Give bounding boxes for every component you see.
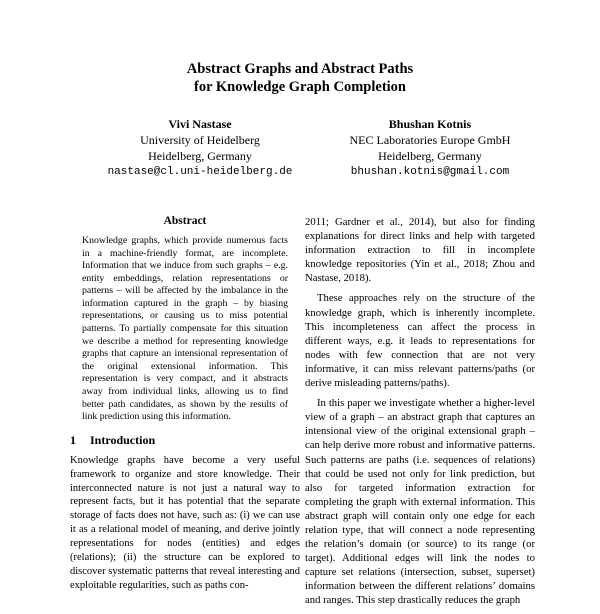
- author-email[interactable]: nastase@cl.uni-heidelberg.de: [107, 166, 293, 178]
- author-block-1: [70, 116, 330, 180]
- left-column: [70, 215, 300, 599]
- author-location: Heidelberg, Germany: [148, 149, 252, 163]
- body-paragraph-2: These approaches rely on the structure of the knowledge graph, which is inherently incomplete. This incompleteness can affect the process in different ways, e.g. it leads to representations for nodes with few connection that are not very informative, it can miss relevant patterns/paths (or derive misleading patterns/paths).: [305, 292, 535, 390]
- abstract-heading: Abstract: [163, 215, 207, 227]
- section-number: 1: [70, 432, 76, 447]
- abstract-text: Knowledge graphs, which provide numerous facts in a machine-friendly format, are incomplete. Information that we induce from such graphs – e.g. entity embeddings, relation representations or patterns – will be affected by the imbalance in the information captured in the graph – by biasing representations, or causing us to miss potential patterns. To partially compensate for this situation we describe a method for representing knowledge graphs that capture an intensional representation of the original extensional information. This representation is very compact, and it abstracts away from individual links, allowing us to find better path candidates, as shown by the results of link prediction using this information.: [82, 234, 288, 423]
- body-paragraph-1: 2011; Gardner et al., 2014), but also for finding explanations for direct links and help with targeted information extraction to fill in incomplete knowledge repositories (Yin et al., 2018; Zhou and Nastase, 2018).: [305, 216, 535, 285]
- title-line-1: Abstract Graphs and Abstract Paths: [186, 61, 414, 77]
- author-email[interactable]: bhushan.kotnis@gmail.com: [350, 166, 510, 178]
- intro-paragraph-1: Knowledge graphs have become a very useful framework to organize and store knowledge. Their interconnected nature is not just a natural way to represent facts, but it has potential that the separate storage of facts does not have, such as: (i) we can use it as a relational model of meaning, and derive jointly representations for nodes (entities) and edges (relations); (ii) the structure can be explored to discover systematic patterns that reveal interesting and exploitable regularities, such as paths con-: [70, 454, 300, 591]
- author-name: Vivi Nastase: [168, 117, 232, 131]
- body-paragraph-3: In this paper we investigate whether a higher-level view of a graph – an abstract graph that captures an intensional view of the original extensional graph – can help derive more robust and informative patterns. Such patterns are paths (i.e. sequences of relations) that could be used not only for link prediction, but also for targeted information extraction for completing the graph with external information. This abstract graph will contain only one edge for each relation type, that will connect a node representing the relation’s domain (or source) to its range (or target). Additional edges will link the nodes to capture set relations (intersection, subset, superset) information between the different relations’ domains and ranges. This step drastically reduces the graph: [305, 397, 535, 607]
- right-column: [305, 215, 535, 614]
- title-line-2: for Knowledge Graph Completion: [194, 79, 406, 95]
- section-heading-introduction: [70, 434, 300, 448]
- author-affiliation: University of Heidelberg: [140, 133, 260, 147]
- author-location: Heidelberg, Germany: [378, 149, 482, 163]
- paper-title: [0, 60, 600, 96]
- author-block-2: [300, 116, 560, 180]
- author-affiliation: NEC Laboratories Europe GmbH: [349, 133, 511, 147]
- author-name: Bhushan Kotnis: [388, 117, 472, 131]
- section-title: Introduction: [90, 432, 156, 447]
